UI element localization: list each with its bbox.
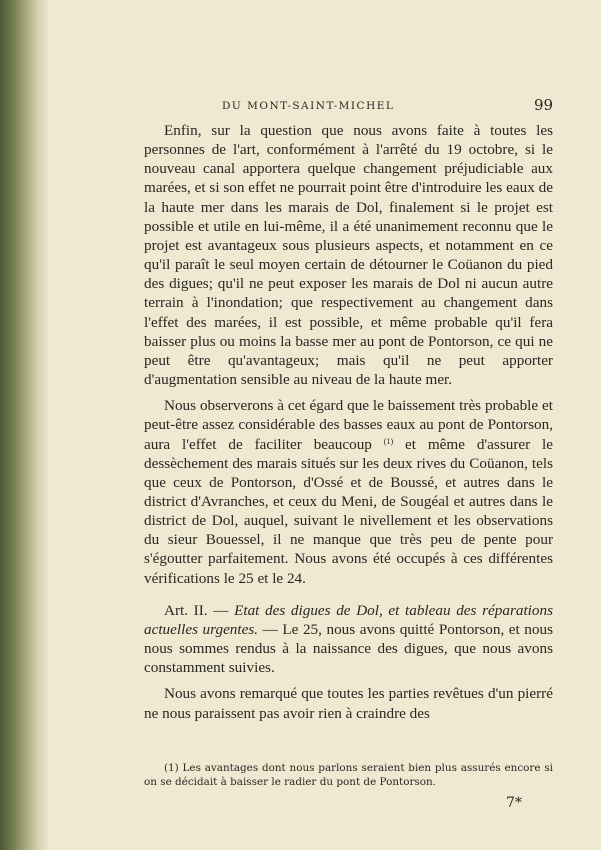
running-title: DU MONT-SAINT-MICHEL [222, 100, 395, 112]
footnote-marker: (1) [383, 436, 394, 446]
article-paragraph [144, 601, 553, 678]
article-title: Etat des digues de Dol, et tableau des réparations actuelles urgentes. [144, 601, 553, 638]
article-label: Art. II. — [164, 601, 235, 619]
page-number: 99 [534, 96, 554, 114]
paragraph-text: Nous observerons à cet égard que le baissement très probable et peut-être assez considérable des basses eaux au pont de Pontorson, aura l'effet de faciliter beaucoup [144, 397, 553, 453]
paragraph: Nous avons remarqué que toutes les parties revêtues d'un pierré ne nous paraissent pas avoir rien à craindre des [144, 685, 553, 722]
footnote: (1) Les avantages dont nous parlons seraient bien plus assurés encore si on se décidait à baisser le radier du pont de Pontorson. [144, 762, 553, 788]
book-binding-edge [0, 0, 48, 850]
paragraph: Enfin, sur la question que nous avons faite à toutes les personnes de l'art, conformément à l'arrêté du 19 octobre, si le nouveau canal apportera quelque changement préjudiciable aux marées, et si son effet ne pourrait point être d'introduire les eaux de la haute mer dans les marais de Dol, finalement si le projet est possible et utile en lui-même, il a été unanimement reconnu que le projet est avantageux sous plusieurs aspects, et notamment en ce qu'il paraît le seul moyen certain de détourner le Coüanon du pied des digues; qu'il ne peut exposer les marais de Dol ni aucun autre terrain à l'inondation; que respectivement au changement dans l'effet des marées, il est possible, et même probable qu'il fera baisser plus ou moins la basse mer au pont de Pontorson, ce qui ne peut être qu'avantageux; mais qu'il ne peut apporter d'augmentation sensible au niveau de la haute mer. [144, 122, 553, 389]
main-text [144, 121, 553, 730]
paragraph-text: et même d'assurer le dessèchement des marais situés sur les deux rives du Coüanon, tels que ceux de Pontorson, d'Ossé et de Boussé, et autres dans le district d'Avranches, et ceux du Meni, de Sougéal et autres dans le district de Dol, auquel, suivant le nivellement et les observations du sieur Bouessel, il ne manque que très peu de pente pour s'égoutter parfaitement. Nous avons été occupés à ces différentes vérifications le 25 et le 24. [144, 435, 554, 587]
paragraph [144, 396, 553, 588]
signature-mark: 7* [506, 795, 522, 811]
paragraph-text: — Le 25, nous avons quitté Pontorson, et nous nous sommes rendus à la naissance des digues, que nous avons constamment suivies. [144, 620, 553, 677]
